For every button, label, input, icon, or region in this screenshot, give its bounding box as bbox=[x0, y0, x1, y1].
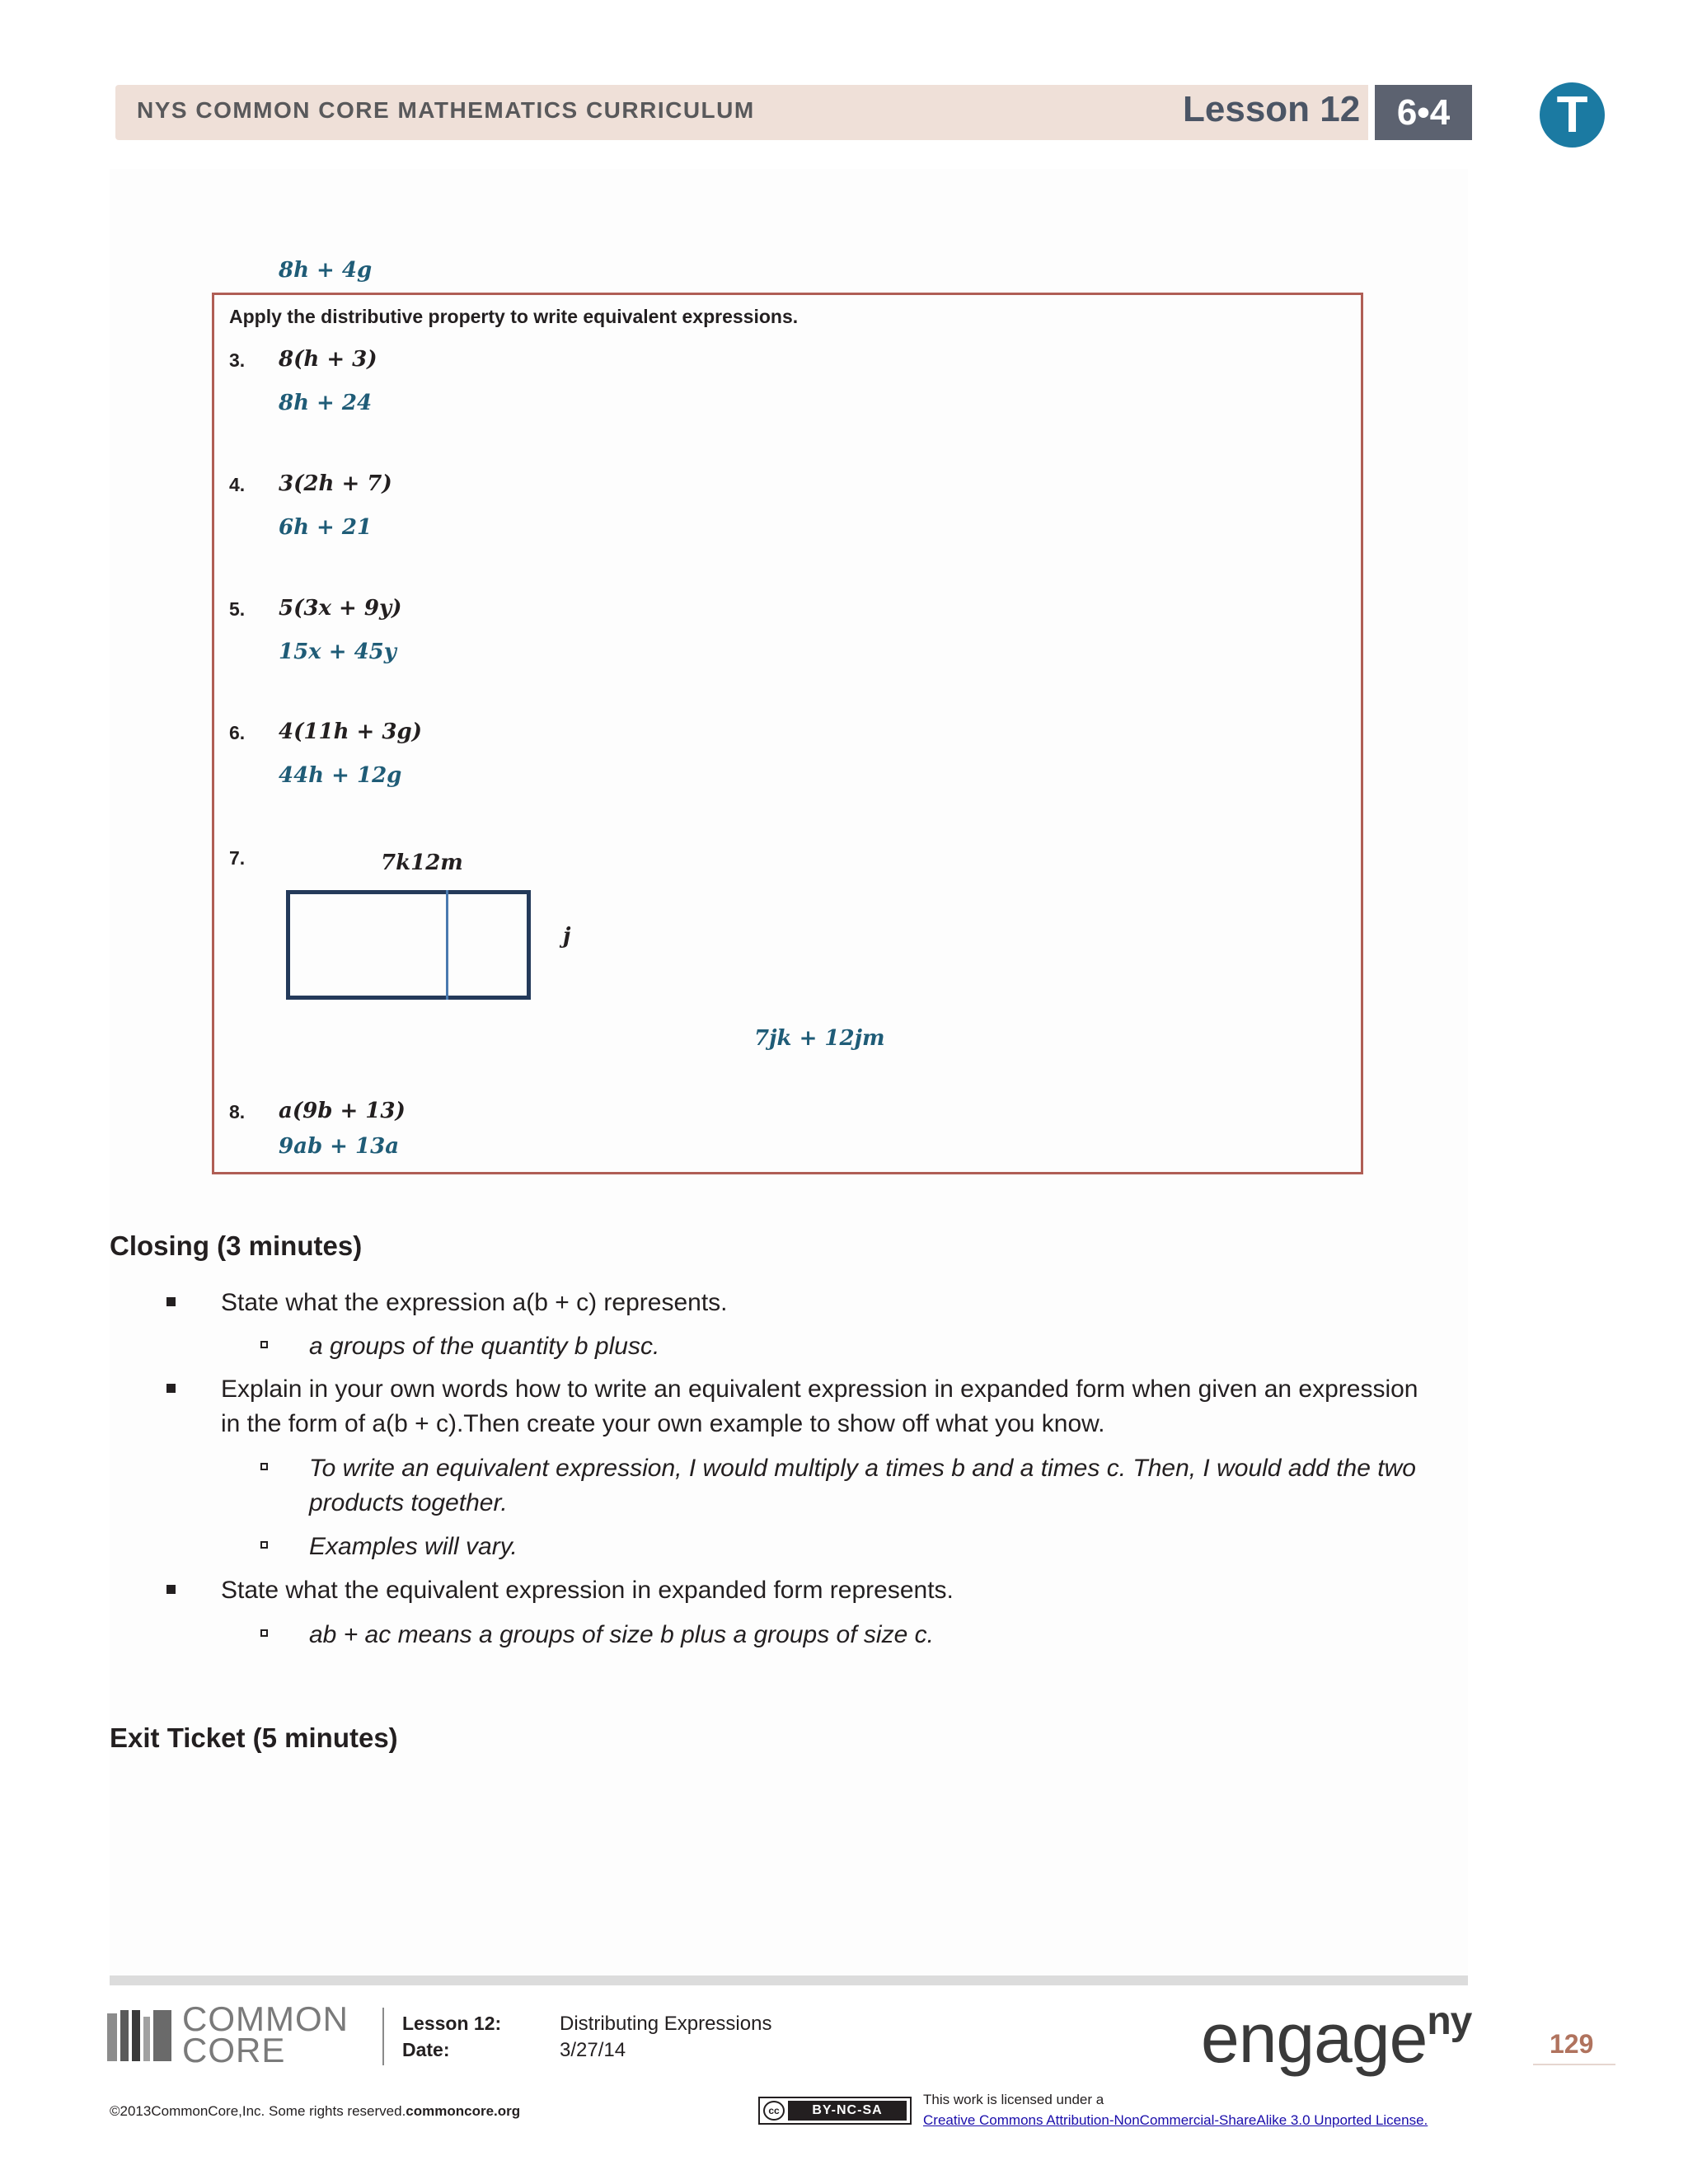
problem-expression: 3(2h + 7) bbox=[279, 471, 392, 496]
module-badge: 6•4 bbox=[1375, 85, 1472, 140]
license-text: This work is licensed under a bbox=[923, 2092, 1104, 2107]
sub-bullet-icon bbox=[260, 1341, 268, 1348]
footer-date: 3/27/14 bbox=[560, 2039, 626, 2061]
footer-rule bbox=[110, 1975, 1468, 1985]
problem-expression: 4(11h + 3g) bbox=[279, 719, 422, 744]
teacher-edition-icon: T bbox=[1540, 82, 1605, 148]
problem-answer: 8h + 24 bbox=[279, 391, 373, 415]
area-model-side-label: j bbox=[563, 924, 571, 949]
bullet-icon bbox=[166, 1297, 176, 1306]
problem-number: 6. bbox=[229, 722, 246, 743]
sub-bullet-icon bbox=[260, 1463, 268, 1470]
problem-expression: a(9b + 13) bbox=[279, 1099, 406, 1123]
closing-response-2-line2: products together. bbox=[309, 1489, 508, 1516]
page-number-rule bbox=[1533, 2064, 1615, 2065]
problem-answer: 15x + 45y bbox=[279, 640, 396, 664]
closing-response-2-line1: To write an equivalent expression, I would multiply a times b and a times c. Then, I would add the two bbox=[309, 1455, 1416, 1482]
curriculum-title: NYS COMMON CORE MATHEMATICS CURRICULUM bbox=[137, 97, 755, 123]
engageny-logo: engage$^{ny}$ bbox=[1201, 1999, 1472, 2077]
sub-bullet-icon bbox=[260, 1541, 268, 1549]
exit-ticket-heading: Exit Ticket (5 minutes) bbox=[110, 1722, 398, 1753]
area-model-top-label: 7k12m bbox=[381, 851, 463, 875]
bullet-icon bbox=[166, 1384, 176, 1393]
problem-number: 3. bbox=[229, 349, 246, 371]
footer-date-label: Date: bbox=[402, 2039, 450, 2060]
problem-answer: 44h + 12g bbox=[279, 763, 402, 788]
problem-number: 8. bbox=[229, 1101, 246, 1122]
problem-answer: 6h + 21 bbox=[279, 515, 373, 540]
problem-answer: 9ab + 13a bbox=[279, 1134, 400, 1159]
problem-number: 7. bbox=[229, 847, 246, 869]
footer-lesson-label: Lesson 12: bbox=[402, 2013, 502, 2034]
problem-expression: 8(h + 3) bbox=[279, 347, 377, 372]
cc-icon: cc bbox=[763, 2101, 785, 2121]
carryover-answer: 8h + 4g bbox=[279, 258, 373, 283]
closing-response-1: a groups of the quantity b plusc. bbox=[309, 1333, 660, 1360]
closing-prompt-2-line1: Explain in your own words how to write an equivalent expression in expanded form when given an expression bbox=[221, 1376, 1418, 1403]
closing-response-3: Examples will vary. bbox=[309, 1533, 518, 1560]
closing-heading: Closing (3 minutes) bbox=[110, 1230, 363, 1261]
problem-expression: 5(3x + 9y) bbox=[279, 596, 402, 621]
creative-commons-badge[interactable] bbox=[758, 2097, 912, 2125]
bullet-icon bbox=[166, 1585, 176, 1594]
closing-response-4: ab + ac means a groups of size b plus a groups of size c. bbox=[309, 1621, 934, 1648]
area-model-rectangle bbox=[286, 890, 531, 1000]
footer-lesson-name: Distributing Expressions bbox=[560, 2013, 772, 2035]
copyright-link[interactable]: commoncore.org bbox=[406, 2103, 521, 2119]
exercise-instruction: Apply the distributive property to write equivalent expressions. bbox=[229, 306, 799, 327]
common-core-wordmark: COMMON CORE bbox=[182, 1999, 349, 2069]
copyright-notice: ©2013CommonCore,Inc. Some rights reserved.commoncore.org bbox=[110, 2103, 521, 2119]
closing-prompt-2-line2: in the form of a(b + c).Then create your own example to show off what you know. bbox=[221, 1410, 1105, 1437]
closing-prompt-3: State what the equivalent expression in expanded form represents. bbox=[221, 1577, 954, 1604]
lesson-title: Lesson 12 bbox=[1183, 89, 1361, 129]
common-core-logo-icon bbox=[107, 2008, 176, 2067]
problem-number: 4. bbox=[229, 474, 246, 495]
license-link[interactable]: Creative Commons Attribution-NonCommercial-ShareAlike 3.0 Unported License. bbox=[923, 2112, 1428, 2128]
page-number: 129 bbox=[1550, 2029, 1594, 2059]
cc-license-type: BY-NC-SA bbox=[788, 2101, 907, 2121]
problem-answer: 7jk + 12jm bbox=[754, 1026, 885, 1051]
area-model-divider bbox=[446, 890, 448, 1000]
closing-prompt-1: State what the expression a(b + c) represents. bbox=[221, 1289, 728, 1316]
sub-bullet-icon bbox=[260, 1629, 268, 1637]
problem-number: 5. bbox=[229, 598, 246, 620]
footer-divider bbox=[382, 2008, 384, 2065]
